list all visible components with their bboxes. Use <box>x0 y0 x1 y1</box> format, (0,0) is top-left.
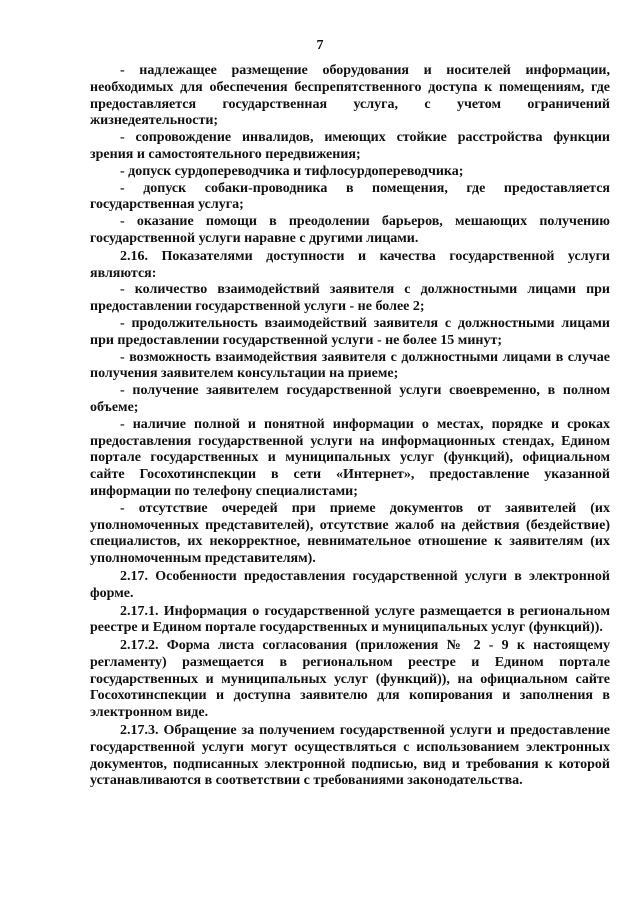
document-body <box>90 63 610 790</box>
paragraph-information-availability: - наличие полной и понятной информации о местах, порядке и сроках предоставления государственной услуги на информационных стендах, Едином портале государственных и муниципальных услуг (функций), официальном сайте Госохотинспекции в сети «Интернет», предоставление указанной информации по телефону специалистами; <box>90 416 610 499</box>
paragraph-2-17-3: 2.17.3. Обращение за получением государственной услуги и предоставление государственной услуги могут осуществляться с использованием электронных документов, подписанных электронной подписью, вид и требования к которой устанавливаются в соответствии с требованиями законодательства. <box>90 723 610 789</box>
paragraph-consultation: - возможность взаимодействия заявителя с должностными лицами в случае получения заявителем консультации на приеме; <box>90 349 610 382</box>
paragraph-2-17-1: 2.17.1. Информация о государственной услуге размещается в региональном реестре и Едином портале государственных и муниципальных услуг (функций)). <box>90 603 610 636</box>
paragraph-interaction-count: - количество взаимодействий заявителя с должностными лицами при предоставлении государственной услуги - не более 2; <box>90 282 610 315</box>
paragraph-no-queues: - отсутствие очередей при приеме документов от заявителей (их уполномоченных представителей), отсутствие жалоб на действия (бездействие) специалистов, их некорректное, невнимательное отношение к заявителям (их уполномоченным представителям). <box>90 500 610 567</box>
paragraph-2-17-2: 2.17.2. Форма листа согласования (приложения № 2 - 9 к настоящему регламенту) размещается в региональном реестре и Едином портале государственных и муниципальных услуг (функций)), на официальном сайте Госохотинспекции и доступна заявителю для копирования и заполнения в электронном виде. <box>90 638 610 721</box>
paragraph-guide-dog: - допуск собаки-проводника в помещения, где предоставляется государственная услуга; <box>90 180 610 213</box>
paragraph-interaction-duration: - продолжительность взаимодействий заявителя с должностными лицами при предоставлении государственной услуги - не более 15 минут; <box>90 315 610 348</box>
paragraph-equipment-placement: - надлежащее размещение оборудования и носителей информации, необходимых для обеспечения беспрепятственного доступа к помещениям, где предоставляется государственная услуга, с учетом ограничений жизнедеятельности; <box>90 63 610 129</box>
paragraph-timely-service: - получение заявителем государственной услуги своевременно, в полном объеме; <box>90 383 610 415</box>
paragraph-2-17-heading: 2.17. Особенности предоставления государственной услуги в электронной форме. <box>90 568 610 601</box>
paragraph-2-16-heading: 2.16. Показателями доступности и качества государственной услуги являются: <box>90 248 610 281</box>
paragraph-barrier-assistance: - оказание помощи в преодолении барьеров, мешающих получению государственной услуги наравне с другими лицами. <box>90 214 610 246</box>
page-number: 7 <box>316 38 324 53</box>
paragraph-escort-disabled: - сопровождение инвалидов, имеющих стойкие расстройства функции зрения и самостоятельного передвижения; <box>90 130 610 162</box>
paragraph-sign-interpreter: - допуск сурдопереводчика и тифлосурдопереводчика; <box>120 163 464 179</box>
